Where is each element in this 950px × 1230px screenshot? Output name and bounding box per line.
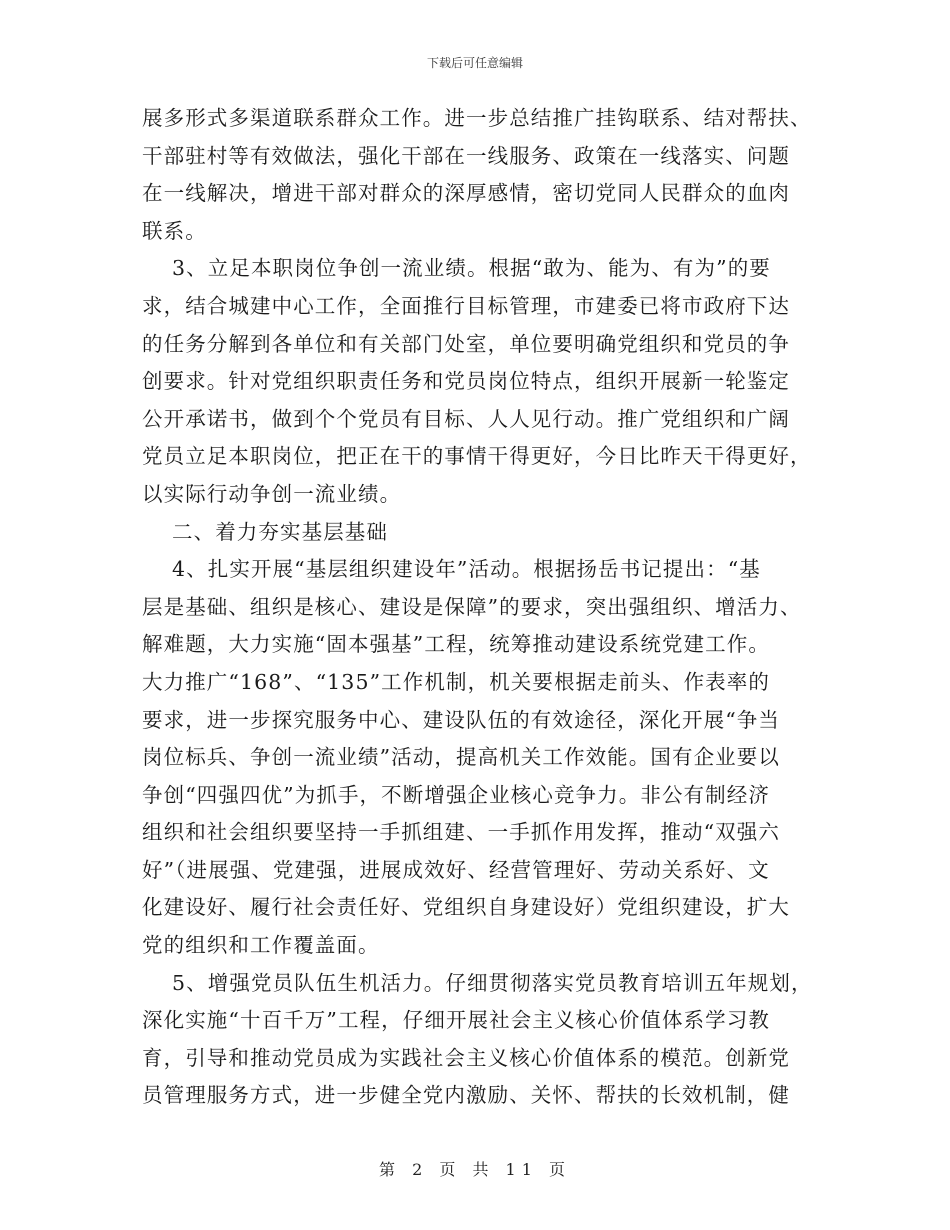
body-line: 员管理服务方式，进一步健全党内激励、关怀、帮扶的长效机制，健 — [142, 1083, 790, 1108]
body-line: 3、立足本职岗位争创一流业绩。根据“敢为、能为、有为”的要 — [172, 256, 771, 281]
document-body — [142, 100, 832, 1115]
body-line: 的任务分解到各单位和有关部门处室，单位要明确党组织和党员的争 — [142, 331, 790, 356]
section-heading: 二、着力夯实基层基础 — [172, 519, 388, 544]
body-line: 党的组织和工作覆盖面。 — [142, 933, 380, 958]
body-line: 干部驻村等有效做法，强化干部在一线服务、政策在一线落实、问题 — [142, 143, 790, 168]
body-line: 化建设好、履行社会责任好、党组织自身建设好）党组织建设，扩大 — [142, 895, 790, 920]
body-line: 在一线解决，增进干部对群众的深厚感情，密切党同人民群众的血肉 — [142, 181, 790, 206]
body-line: 组织和社会组织要坚持一手抓组建、一手抓作用发挥，推动“双强六 — [142, 820, 780, 845]
body-line: 育，引导和推动党员成为实践社会主义核心价值体系的模范。创新党 — [142, 1045, 790, 1070]
body-line: 公开承诺书，做到个个党员有目标、人人见行动。推广党组织和广阔 — [142, 406, 790, 431]
page-header-note: 下载后可任意编辑 — [426, 56, 523, 70]
body-line: 争创“四强四优”为抓手，不断增强企业核心竞争力。非公有制经济 — [142, 782, 770, 807]
body-line: 创要求。针对党组织职责任务和党员岗位特点，组织开展新一轮鉴定 — [142, 369, 790, 394]
body-line: 好”（进展强、党建强，进展成效好、经营管理好、劳动关系好、文 — [142, 857, 770, 882]
body-line: 解难题，大力实施“固本强基”工程，统筹推动建设系统党建工作。 — [142, 632, 770, 657]
body-line: 求，结合城建中心工作，全面推行目标管理，市建委已将市政府下达 — [142, 293, 790, 318]
body-line: 以实际行动争创一流业绩。 — [142, 481, 402, 506]
body-line: 党员立足本职岗位，把正在干的事情干得更好，今日比昨天干得更好， — [142, 444, 812, 469]
body-line: 岗位标兵、争创一流业绩”活动，提高机关工作效能。国有企业要以 — [142, 745, 780, 770]
page-number: 第 2 页 共 11 页 — [379, 1160, 571, 1179]
body-line: 4、扎实开展“基层组织建设年”活动。根据扬岳书记提出：“基 — [172, 557, 761, 582]
body-line: 联系。 — [142, 218, 207, 243]
body-line: 层是基础、组织是核心、建设是保障”的要求，突出强组织、增活力、 — [142, 594, 802, 619]
body-line: 大力推广“168”、“135”工作机制，机关要根据走前头、作表率的 — [142, 669, 770, 694]
body-line: 要求，进一步探究服务中心、建设队伍的有效途径，深化开展“争当 — [142, 707, 780, 732]
body-line: 5、增强党员队伍生机活力。仔细贯彻落实党员教育培训五年规划， — [172, 970, 813, 995]
body-line: 展多形式多渠道联系群众工作。进一步总结推广挂钩联系、结对帮扶、 — [142, 106, 812, 130]
body-line: 深化实施“十百千万”工程，仔细开展社会主义核心价值体系学习教 — [142, 1008, 770, 1033]
